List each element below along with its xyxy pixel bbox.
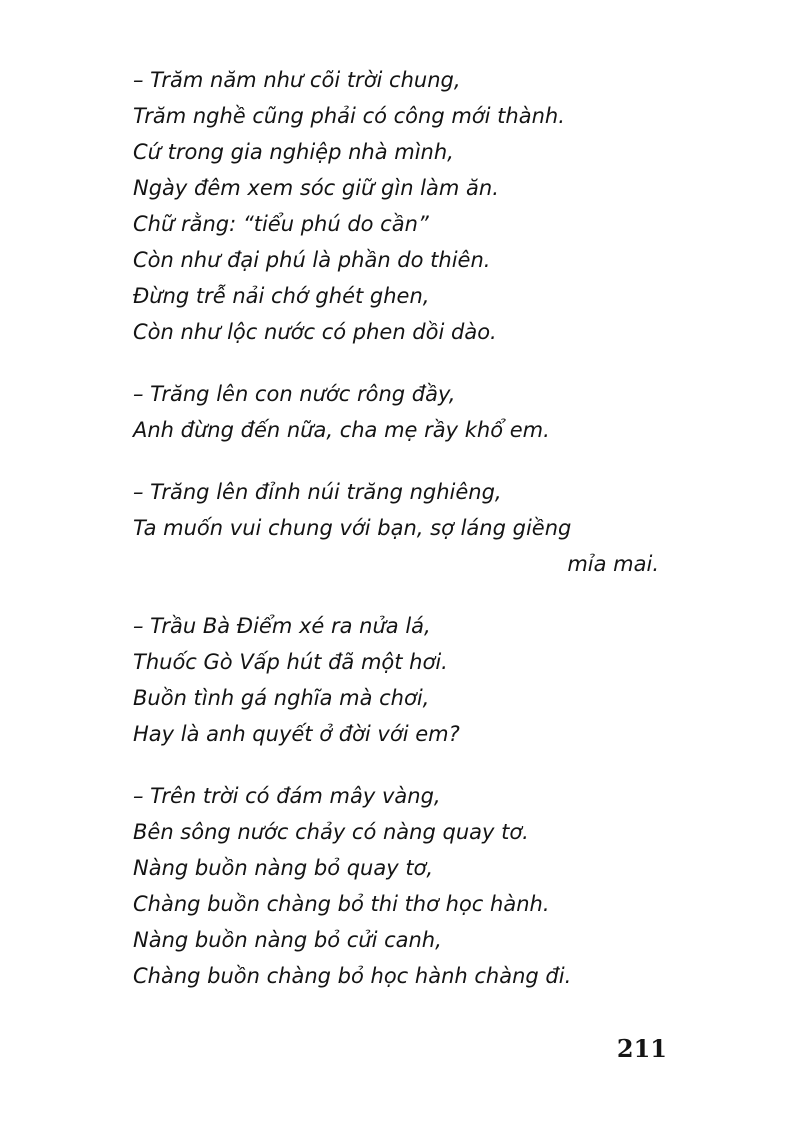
verse-line: Nàng buồn nàng bỏ cửi canh, — [133, 928, 442, 952]
verse-line: Chàng buồn chàng bỏ học hành chàng đi. — [133, 964, 572, 988]
verse-line: Còn như đại phú là phần do thiên. — [133, 248, 491, 272]
stanza-2 — [133, 376, 673, 448]
verse-line: Bên sông nước chảy có nàng quay tơ. — [133, 820, 529, 844]
verse-line: Hay là anh quyết ở đời với em? — [133, 722, 460, 746]
stanza-4 — [133, 608, 673, 752]
verse-line: – Trăng lên con nước rông đầy, — [133, 382, 456, 406]
verse-line: Chữ rằng: “tiểu phú do cần” — [133, 212, 429, 236]
verse-line: Anh đừng đến nữa, cha mẹ rầy khổ em. — [133, 418, 550, 442]
verse-line: Ngày đêm xem sóc giữ gìn làm ăn. — [133, 176, 499, 200]
verse-line: – Trên trời có đám mây vàng, — [133, 784, 441, 808]
verse-line: Trăm nghề cũng phải có công mới thành. — [133, 104, 565, 128]
verse-line: – Trăm năm như cõi trời chung, — [133, 68, 461, 92]
verse-line: Chàng buồn chàng bỏ thi thơ học hành. — [133, 892, 550, 916]
verse-line: – Trăng lên đỉnh núi trăng nghiêng, — [133, 480, 502, 504]
verse-line-continuation: mỉa mai. — [567, 552, 659, 576]
stanza-5 — [133, 778, 673, 994]
stanza-3 — [133, 474, 673, 582]
page-number: 211 — [616, 1034, 667, 1063]
verse-line: Còn như lộc nước có phen dồi dào. — [133, 320, 497, 344]
stanza-1 — [133, 62, 673, 350]
verse-line: – Trầu Bà Điểm xé ra nửa lá, — [133, 614, 431, 638]
verse-line: Ta muốn vui chung với bạn, sợ láng giềng — [133, 516, 572, 540]
verse-line: Nàng buồn nàng bỏ quay tơ, — [133, 856, 434, 880]
verse-line: Buồn tình gá nghĩa mà chơi, — [133, 686, 430, 710]
verse-line: Cứ trong gia nghiệp nhà mình, — [133, 140, 454, 164]
poem-body — [133, 62, 673, 1020]
verse-line: Thuốc Gò Vấp hút đã một hơi. — [133, 650, 448, 674]
verse-line: Đừng trễ nải chớ ghét ghen, — [133, 284, 430, 308]
